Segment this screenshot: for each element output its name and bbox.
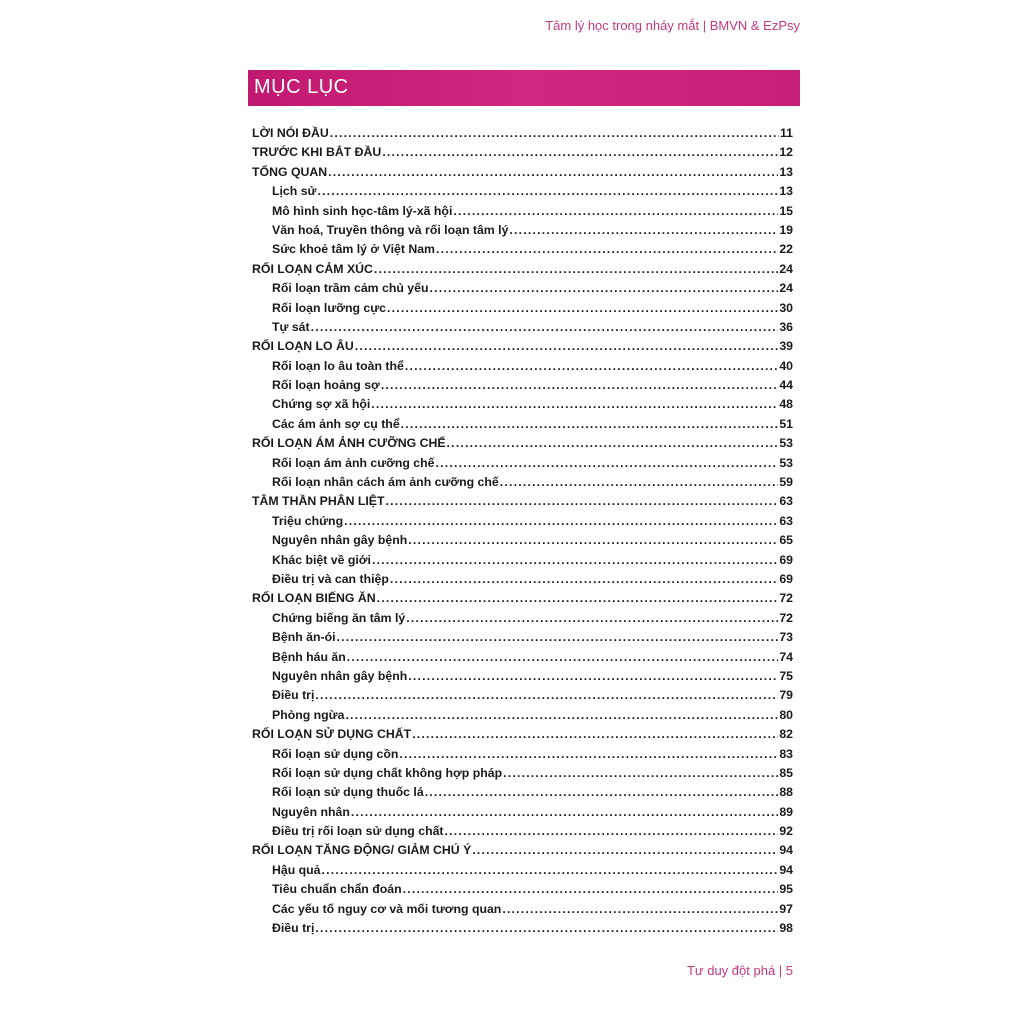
toc-subentry[interactable] xyxy=(252,667,793,686)
toc-subentry[interactable] xyxy=(252,686,793,705)
toc-entry-label: Văn hoá, Truyền thông và rối loạn tâm lý xyxy=(272,222,509,237)
toc-entry-page: 13 xyxy=(779,184,793,199)
table-of-contents xyxy=(252,124,793,938)
toc-entry-page: 48 xyxy=(779,397,793,412)
toc-subentry[interactable] xyxy=(252,299,793,318)
toc-subentry[interactable] xyxy=(252,240,793,259)
dot-leader xyxy=(337,628,779,647)
toc-entry-page: 69 xyxy=(779,571,793,586)
dot-leader xyxy=(502,900,778,919)
dot-leader xyxy=(322,861,779,880)
toc-subentry[interactable] xyxy=(252,880,793,899)
toc-entry-label: Rối loạn nhân cách ám ảnh cưỡng chế xyxy=(272,475,499,490)
toc-entry-label: Bệnh háu ăn xyxy=(272,649,346,664)
toc-chapter[interactable] xyxy=(252,260,793,279)
toc-subentry[interactable] xyxy=(252,454,793,473)
dot-leader xyxy=(347,648,779,667)
toc-entry-label: RỐI LOẠN BIẾNG ĂN xyxy=(252,591,376,606)
toc-chapter[interactable] xyxy=(252,589,793,608)
toc-entry-label: Tự sát xyxy=(272,319,310,334)
toc-subentry[interactable] xyxy=(252,783,793,802)
toc-subentry[interactable] xyxy=(252,822,793,841)
toc-entry-label: Khác biệt về giới xyxy=(272,552,371,567)
toc-entry-page: 83 xyxy=(779,746,793,761)
toc-entry-page: 82 xyxy=(779,727,793,742)
toc-entry-page: 11 xyxy=(780,126,793,140)
toc-entry-label: RỐI LOẠN SỬ DỤNG CHẤT xyxy=(252,727,412,742)
toc-entry-page: 73 xyxy=(779,630,793,645)
toc-entry-label: Nguyên nhân gây bệnh xyxy=(272,533,408,548)
running-header: Tâm lý học trong nháy mắt | BMVN & EzPsy xyxy=(545,18,800,33)
toc-subentry[interactable] xyxy=(252,221,793,240)
dot-leader xyxy=(500,473,779,492)
toc-entry-label: Bệnh ăn-ói xyxy=(272,630,336,645)
toc-chapter[interactable] xyxy=(252,725,793,744)
toc-entry-page: 40 xyxy=(779,358,793,373)
toc-subentry[interactable] xyxy=(252,182,793,201)
toc-entry-label: Rối loạn sử dụng thuốc lá xyxy=(272,785,424,800)
toc-entry-label: Rối loạn ám ảnh cưỡng chế xyxy=(272,455,435,470)
toc-entry-page: 97 xyxy=(779,901,793,916)
dot-leader xyxy=(403,880,779,899)
dot-leader xyxy=(445,822,779,841)
toc-entry-page: 39 xyxy=(779,339,793,354)
toc-entry-page: 94 xyxy=(779,843,793,858)
toc-entry-page: 98 xyxy=(779,921,793,936)
toc-entry-label: Rối loạn hoảng sợ xyxy=(272,378,380,393)
dot-leader xyxy=(355,337,779,356)
toc-entry-label: TỔNG QUAN xyxy=(252,164,328,179)
toc-entry-label: Phòng ngừa xyxy=(272,707,345,722)
toc-entry-page: 12 xyxy=(779,145,793,160)
toc-entry-page: 92 xyxy=(779,824,793,839)
toc-entry-label: Nguyên nhân gây bệnh xyxy=(272,668,408,683)
toc-entry-label: Điều trị xyxy=(272,921,315,936)
toc-subentry[interactable] xyxy=(252,395,793,414)
toc-entry-label: Triệu chứng xyxy=(272,513,344,528)
toc-chapter[interactable] xyxy=(252,492,793,511)
toc-entry-page: 24 xyxy=(779,261,793,276)
toc-entry-page: 69 xyxy=(779,552,793,567)
toc-chapter[interactable] xyxy=(252,124,793,143)
dot-leader xyxy=(509,221,778,240)
toc-subentry[interactable] xyxy=(252,357,793,376)
dot-leader xyxy=(345,706,778,725)
dot-leader xyxy=(382,143,778,162)
toc-subentry[interactable] xyxy=(252,648,793,667)
toc-subentry[interactable] xyxy=(252,628,793,647)
toc-subentry[interactable] xyxy=(252,318,793,337)
toc-entry-page: 19 xyxy=(779,222,793,237)
toc-entry-label: Tiêu chuẩn chẩn đoán xyxy=(272,882,402,897)
dot-leader xyxy=(399,745,778,764)
toc-entry-label: Chứng sợ xã hội xyxy=(272,397,371,412)
page-title: MỤC LỤC xyxy=(254,76,349,98)
toc-entry-label: RỐI LOẠN ÁM ẢNH CƯỠNG CHẾ xyxy=(252,436,446,451)
dot-leader xyxy=(374,260,778,279)
toc-entry-page: 72 xyxy=(779,591,793,606)
toc-entry-label: Mô hình sinh học-tâm lý-xã hội xyxy=(272,203,453,218)
toc-entry-page: 88 xyxy=(779,785,793,800)
toc-subentry[interactable] xyxy=(252,900,793,919)
toc-entry-label: Hậu quả xyxy=(272,862,321,877)
toc-entry-page: 89 xyxy=(779,804,793,819)
toc-entry-label: RỐI LOẠN CẢM XÚC xyxy=(252,261,373,276)
dot-leader xyxy=(408,667,778,686)
toc-entry-page: 95 xyxy=(779,882,793,897)
dot-leader xyxy=(315,919,778,938)
toc-entry-label: Điều trị xyxy=(272,688,315,703)
toc-entry-label: Rối loạn lo âu toàn thể xyxy=(272,358,404,373)
dot-leader xyxy=(436,454,779,473)
toc-subentry[interactable] xyxy=(252,861,793,880)
dot-leader xyxy=(311,318,779,337)
toc-subentry[interactable] xyxy=(252,376,793,395)
toc-subentry[interactable] xyxy=(252,279,793,298)
toc-entry-page: 15 xyxy=(779,203,793,218)
toc-entry-page: 36 xyxy=(779,319,793,334)
dot-leader xyxy=(387,299,778,318)
dot-leader xyxy=(377,589,779,608)
toc-entry-page: 94 xyxy=(779,862,793,877)
toc-subentry[interactable] xyxy=(252,415,793,434)
toc-entry-label: TÂM THẦN PHÂN LIỆT xyxy=(252,494,385,509)
dot-leader xyxy=(412,725,778,744)
dot-leader xyxy=(371,395,778,414)
dot-leader xyxy=(372,551,778,570)
toc-entry-page: 53 xyxy=(779,455,793,470)
dot-leader xyxy=(453,202,778,221)
toc-entry-label: Rối loạn trầm cảm chủ yếu xyxy=(272,281,429,296)
toc-entry-page: 79 xyxy=(779,688,793,703)
toc-entry-label: Các ám ảnh sợ cụ thể xyxy=(272,416,400,431)
toc-subentry[interactable] xyxy=(252,609,793,628)
toc-subentry[interactable] xyxy=(252,551,793,570)
dot-leader xyxy=(386,492,779,511)
toc-entry-label: RỐI LOẠN LO ÂU xyxy=(252,339,354,354)
dot-leader xyxy=(401,415,779,434)
dot-leader xyxy=(472,841,778,860)
title-bar xyxy=(248,70,800,106)
dot-leader xyxy=(447,434,779,453)
dot-leader xyxy=(408,531,778,550)
toc-subentry[interactable] xyxy=(252,512,793,531)
dot-leader xyxy=(315,686,778,705)
toc-subentry[interactable] xyxy=(252,706,793,725)
toc-chapter[interactable] xyxy=(252,434,793,453)
toc-entry-page: 72 xyxy=(779,610,793,625)
dot-leader xyxy=(351,803,778,822)
dot-leader xyxy=(381,376,779,395)
toc-entry-label: Các yếu tố nguy cơ và mối tương quan xyxy=(272,901,502,916)
toc-entry-page: 44 xyxy=(779,378,793,393)
toc-entry-page: 51 xyxy=(779,416,793,431)
toc-entry-label: Nguyên nhân xyxy=(272,804,350,819)
toc-subentry[interactable] xyxy=(252,473,793,492)
toc-entry-label: Điều trị và can thiệp xyxy=(272,571,389,586)
toc-chapter[interactable] xyxy=(252,841,793,860)
toc-subentry[interactable] xyxy=(252,531,793,550)
toc-entry-page: 65 xyxy=(779,533,793,548)
toc-chapter[interactable] xyxy=(252,163,793,182)
toc-entry-label: RỐI LOẠN TĂNG ĐỘNG/ GIẢM CHÚ Ý xyxy=(252,843,472,858)
dot-leader xyxy=(317,182,778,201)
toc-entry-label: Chứng biếng ăn tâm lý xyxy=(272,610,406,625)
toc-entry-label: Rối loạn lưỡng cực xyxy=(272,300,387,315)
dot-leader xyxy=(503,764,778,783)
dot-leader xyxy=(330,124,779,143)
toc-entry-page: 53 xyxy=(779,436,793,451)
toc-entry-page: 85 xyxy=(779,765,793,780)
toc-subentry[interactable] xyxy=(252,803,793,822)
toc-entry-page: 63 xyxy=(779,513,793,528)
dot-leader xyxy=(406,609,778,628)
dot-leader xyxy=(425,783,779,802)
toc-entry-page: 74 xyxy=(779,649,793,664)
toc-entry-page: 75 xyxy=(779,668,793,683)
dot-leader xyxy=(405,357,778,376)
toc-subentry[interactable] xyxy=(252,202,793,221)
dot-leader xyxy=(436,240,778,259)
toc-entry-label: Lịch sử xyxy=(272,184,317,199)
toc-entry-label: TRƯỚC KHI BẮT ĐẦU xyxy=(252,145,382,160)
toc-entry-label: Rối loạn sử dụng chất không hợp pháp xyxy=(272,765,503,780)
toc-subentry[interactable] xyxy=(252,764,793,783)
toc-subentry[interactable] xyxy=(252,570,793,589)
toc-entry-page: 59 xyxy=(779,475,793,490)
dot-leader xyxy=(390,570,778,589)
toc-entry-page: 13 xyxy=(779,164,793,179)
dot-leader xyxy=(328,163,778,182)
page-footer: Tư duy đột phá | 5 xyxy=(686,963,793,978)
dot-leader xyxy=(430,279,779,298)
toc-entry-label: LỜI NÓI ĐẦU xyxy=(252,126,329,140)
toc-entry-page: 22 xyxy=(779,242,793,257)
toc-entry-label: Sức khoẻ tâm lý ở Việt Nam xyxy=(272,242,435,257)
toc-entry-page: 63 xyxy=(779,494,793,509)
toc-entry-page: 24 xyxy=(779,281,793,296)
toc-entry-label: Rối loạn sử dụng cồn xyxy=(272,746,399,761)
toc-chapter[interactable] xyxy=(252,143,793,162)
toc-entry-page: 30 xyxy=(779,300,793,315)
toc-entry-label: Điều trị rối loạn sử dụng chất xyxy=(272,824,444,839)
dot-leader xyxy=(344,512,778,531)
toc-entry-page: 80 xyxy=(779,707,793,722)
toc-chapter[interactable] xyxy=(252,337,793,356)
toc-subentry[interactable] xyxy=(252,745,793,764)
toc-subentry[interactable] xyxy=(252,919,793,938)
